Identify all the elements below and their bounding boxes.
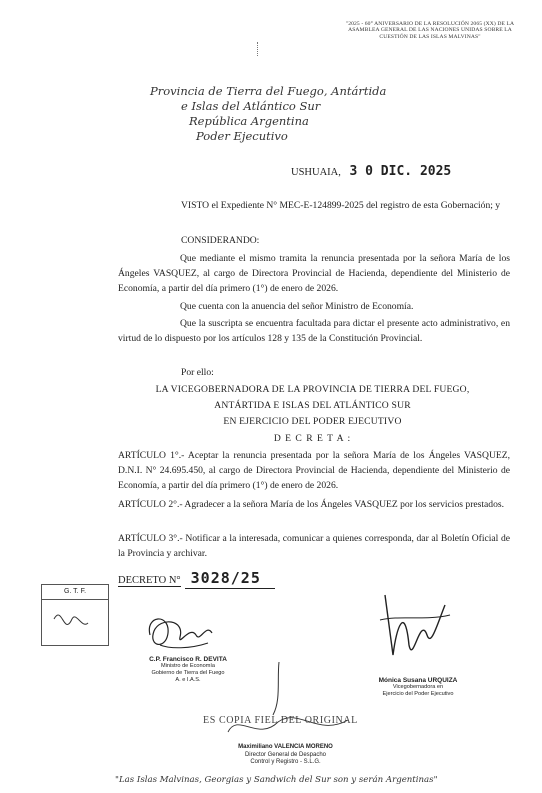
gtf-initial-mark — [42, 599, 108, 645]
considerando-p2: Que cuenta con la anuencia del señor Ministro de Economía. — [180, 301, 414, 312]
decreto-number-line — [118, 569, 261, 588]
authority-line: LA VICEGOBERNADORA DE LA PROVINCIA DE TIERRA DEL FUEGO, — [155, 384, 470, 395]
date-place: USHUAIA, — [291, 167, 341, 178]
authority-line: EN EJERCICIO DEL PODER EJECUTIVO — [223, 416, 402, 427]
anniversary-line: ASAMBLEA GENERAL DE LAS NACIONES UNIDAS SOBRE LA — [348, 27, 512, 34]
signer-left-title: Ministro de Economía — [160, 663, 216, 669]
authority-block — [140, 382, 485, 430]
certifier-name: Maximiliano VALENCIA MORENO — [238, 744, 333, 750]
letterhead-islands: e Islas del Atlántico Sur — [181, 99, 321, 113]
decreto-underline — [185, 588, 275, 589]
anniversary-line: "2025 - 60° ANIVERSARIO DE LA RESOLUCIÓN 2065 (XX) DE LA — [345, 21, 515, 27]
signer-left-region: A. e I.A.S. — [175, 677, 201, 683]
certifier-title: Director General de Despacho — [244, 751, 327, 758]
left-signature — [140, 605, 220, 660]
authority-line: ANTÁRTIDA E ISLAS DEL ATLÁNTICO SUR — [214, 400, 411, 411]
decreto-label: DECRETO N° — [118, 575, 181, 586]
signer-right-title: Vicegobernadora en — [392, 684, 444, 690]
considerando-p1: Que mediante el mismo tramita la renuncia presentada por la señora María de los Ángeles VASQUEZ, al cargo de Directora Provincial de Hacienda, dependiente del Ministerio de Economía, a partir del día primero (1°) de enero de 2026. — [118, 253, 510, 294]
decreto-number: 3028/25 — [190, 569, 261, 587]
copy-stamp: ES COPIA FIEL DEL ORIGINAL — [203, 715, 358, 726]
gtf-stamp-box — [41, 584, 109, 646]
gtf-label: G. T. F. — [42, 585, 108, 600]
signer-left-org: Gobierno de Tierra del Fuego — [151, 670, 225, 676]
signer-right-role: Ejercicio del Poder Ejecutivo — [382, 691, 454, 697]
visto-paragraph: VISTO el Expediente N° MEC-E-124899-2025 del registro de esta Gobernación; y — [181, 200, 501, 211]
articulo-3: ARTÍCULO 3°.- Notificar a la interesada, comunicar a quienes corresponda, dar al Boletín Oficial de la Provincia y archivar. — [118, 533, 510, 559]
date-stamp: 3 0 DIC. 2025 — [349, 164, 452, 179]
signer-left-block — [148, 656, 228, 684]
considerando-p3: Que la suscripta se encuentra facultada para dictar el presente acto administrativo, en virtud de lo dispuesto por los artículos 128 y 135 de la Constitución Provincial. — [118, 318, 510, 344]
articulo-2: ARTÍCULO 2°.- Agradecer a la señora María de los Ángeles VASQUEZ por los servicios prestados. — [118, 499, 505, 510]
signer-right-name: Mónica Susana URQUIZA — [378, 677, 458, 684]
anniversary-line: CUESTIÓN DE LAS ISLAS MALVINAS" — [379, 33, 481, 40]
center-paraph-mark — [265, 660, 295, 720]
date-line — [291, 164, 451, 179]
letterhead-republic: República Argentina — [189, 114, 309, 128]
footer-motto: "Las Islas Malvinas, Georgias y Sandwich del Sur son y serán Argentinas" — [115, 775, 438, 785]
decreta-heading: D E C R E T A : — [273, 433, 352, 444]
margin-mark — [257, 42, 262, 56]
signer-right-block — [368, 677, 468, 698]
certifier-block — [228, 744, 343, 767]
articulo-1: ARTÍCULO 1°.- Aceptar la renuncia presentada por la señora María de los Ángeles VASQUEZ, D.N.I. N° 24.695.450, al cargo de Directora Provincial de Hacienda, dependiente del Ministerio de Economía, a partir del día primero (1°) de enero de 2026. — [118, 450, 510, 491]
por-ello: Por ello: — [181, 367, 214, 378]
signer-left-name: C.P. Francisco R. DEVITA — [149, 656, 227, 663]
anniversary-note — [330, 21, 530, 40]
considerando-heading: CONSIDERANDO: — [181, 235, 260, 246]
right-signature — [365, 585, 455, 680]
letterhead — [150, 84, 410, 144]
letterhead-province: Provincia de Tierra del Fuego, Antártida — [150, 84, 387, 98]
letterhead-executive: Poder Ejecutivo — [196, 129, 288, 143]
certifier-unit: Control y Registro - S.L.G. — [250, 759, 321, 765]
